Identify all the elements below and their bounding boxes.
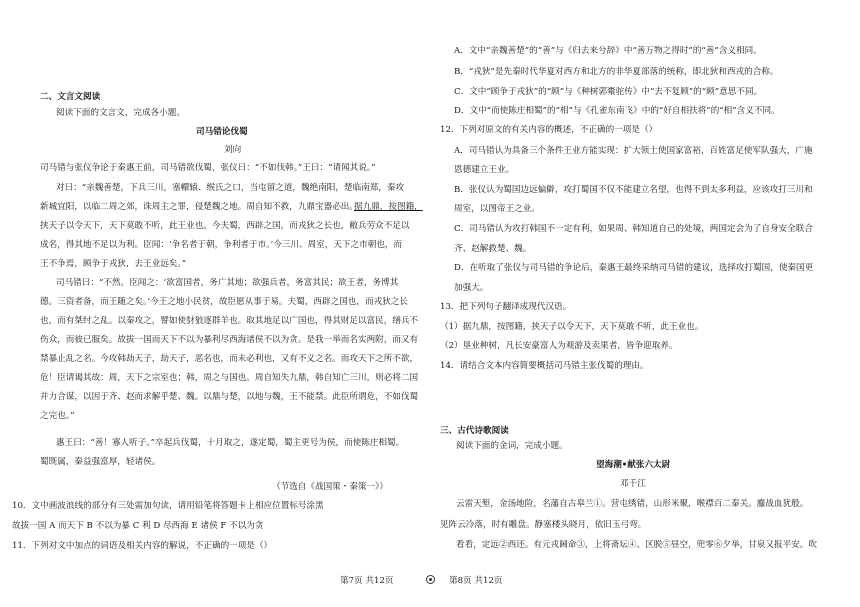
passage-author: 刘向 (224, 145, 242, 155)
right-page-number: 第8页 共12页 (449, 576, 503, 586)
poem-line: 云雷天堑，金汤地险，名藩自古皋兰①。营屯绣错，山形米聚，喉襟百二秦关。鏖战血犹般。 (456, 499, 809, 509)
passage-line: 挟天子以令天下，天下莫敢不听，此王业也。今夫蜀，西辟之国，而戎狄之长也，敝兵劳众不足以 (40, 221, 410, 231)
question-10-options: 故拔一国 A 而天下 B 不以为暴 C 利 D 尽西海 E 诸侯 F 不以为贪 (12, 521, 264, 531)
passage-line: 德。三资者备，而王随之矣。’今王之地小民贫，故臣愿从事于易。夫蜀，西辟之国也，而戎狄之长 (40, 297, 408, 307)
passage-line: 王不争焉，顾争于戎狄，去王业远矣。” (40, 259, 187, 269)
question-11: 11．下列对文中加点的词语及相关内容的解说，不正确的一项是（） (12, 541, 273, 551)
passage-line: 惠王曰：“善！寡人听子。”卒起兵伐蜀，十月取之，遂定蜀，蜀主更号为侯，而使陈庄相蜀。 (56, 438, 405, 448)
instruction: 阅读下面的文言文，完成各小题。 (56, 108, 185, 118)
poem-title: 望海潮•献张六太尉 (596, 460, 671, 470)
passage-line: 新城宜阳，以临二周之郊，诛周主之罪，侵楚魏之地。周自知不救，九鼎宝器必出。 (40, 202, 358, 212)
q12-option-c-cont: 齐、赵解救楚、魏。 (454, 244, 532, 254)
question-12: 12．下列对原文的有关内容的概述，不正确的一项是（） (440, 125, 658, 135)
passage-line: 禁暴止乱之名。今攻韩劫天子，劫天子，恶名也，而未必利也，又有不义之名。而攻天下之所不欲， (40, 354, 419, 364)
passage-line: 对曰：“亲魏善楚，下兵三川，塞轘辕、缑氏之口，当屯留之道，魏绝南阳，楚临南郑，秦攻 (56, 183, 405, 193)
section-title: 二、文言文阅读 (40, 92, 101, 102)
binding-mark-icon (426, 575, 435, 584)
passage-line: 危！臣请谒其故：周，天下之宗室也；韩，周之与国也。周自知失九鼎，韩自知亡三川，则必将二国 (40, 373, 419, 383)
passage-line: 之完也。” (40, 411, 75, 421)
q11-option-d: D．文中“而使陈庄相蜀”的“相”与《孔雀东南飞》中的“好自相扶将”的“相”含义不同。 (454, 106, 780, 116)
passage-line: 伤众，而彼已服矣。故拔一国而天下不以为暴利尽西海诸侯不以为贪。是我一举而名实两附，而又有 (40, 335, 419, 345)
q12-option-d-cont: 加强大。 (454, 283, 489, 293)
passage-line: 司马错曰：“不然。臣闻之：‘欲富国者，务广其地；欲强兵者，务富其民；欲王者，务博其 (56, 278, 399, 288)
instruction-3: 阅读下面的金词，完成小题。 (456, 441, 568, 451)
passage-line: 成名，得其地不足以为利。臣闻：‘争名者于朝，争利者于市。’今三川、周室，天下之市朝也，而 (40, 240, 403, 250)
section-3-title: 三、古代诗歌阅读 (440, 426, 509, 436)
poem-line: 看看，定远②西还。有元戎阃命③，上将斋坛④。区脱⑤昼空，兜零⑥夕举，甘泉又报平安。吹 (456, 540, 817, 550)
q12-option-a-cont: 恩德建立王业。 (454, 165, 515, 175)
q12-option-d: D．在听取了张仪与司马错的争论后，秦惠王最终采纳司马错的建议，选择攻打蜀国，使秦国更 (454, 263, 814, 273)
question-14: 14．请结合文本内容简要概括司马错主张伐蜀的理由。 (440, 361, 649, 371)
q12-option-c: C．司马错认为攻打韩国不一定有利，如果周、韩知道自己的处境，两国定会为了自身安全联合 (454, 224, 813, 234)
poem-author: 邓千江 (620, 479, 646, 489)
passage-source: （节选自《战国策・秦策一》） (272, 482, 389, 492)
poem-line: 见阵云冷落，时有雕盘。静塞楼头晓月，依旧玉弓弯。 (440, 520, 647, 530)
q12-option-b-cont: 周室，以图帝王之业。 (454, 204, 540, 214)
passage-line: 司马错与张仪争论于秦惠王前，司马错欲伐蜀，张仪曰：“不如伐韩。”王曰：“请闻其说。” (40, 163, 376, 173)
q11-option-a: A．文中“亲魏善楚”的“善”与《归去来兮辞》中“善万物之得时”的“善”含义相同。 (454, 46, 762, 56)
passage-line: 也，而有桀纣之乱。以秦攻之，譬如使豺狼逐群羊也。取其地足以广国也，得其财足以富民，缮兵不 (40, 316, 419, 326)
q11-option-b: B．“戎狄”是先秦时代华夏对西方和北方的非华夏部落的统称，即北狄和西戎的合称。 (454, 67, 779, 77)
passage-line: 蜀既属，秦益强富厚，轻诸侯。 (40, 457, 161, 467)
passage-title: 司马错论伐蜀 (196, 127, 248, 137)
passage-line: 并力合谋，以因于齐、赵而求解乎楚、魏。以鼎与楚，以地与魏，王不能禁。此臣所谓危，不如伐蜀 (40, 392, 419, 402)
question-13: 13．把下列句子翻译成现代汉语。 (440, 302, 572, 312)
q12-option-a: A．司马错认为具备三个条件王业方能实现：扩大领土使国家富裕，百姓富足使军队强大，广施 (454, 146, 813, 156)
left-page-number: 第7页 共12页 (340, 576, 394, 586)
question-10: 10．文中画波浪线的部分有三处需加句读，请用铅笔将答题卡上相应位置标号涂黑 (12, 501, 324, 511)
q13-item-2: （2）垦业种树，凡长安豪富人为观游及卖果者，皆争迎取养。 (440, 341, 678, 351)
q12-option-b: B．张仪认为蜀国边远偏僻，攻打蜀国不仅不能建立名望，也得不到太多利益，应该攻打三川和 (454, 185, 813, 195)
q11-option-c: C．文中“顾争于戎狄”的“顾”与《种树郭橐驼传》中“去不复顾”的“顾”意思不同。 (454, 87, 763, 97)
underlined-phrase: 据九鼎，按图籍， (354, 202, 423, 212)
q13-item-1: （1）据九鼎，按图籍，挟天子以令天下，天下莫敢不听，此王业也。 (440, 322, 704, 332)
